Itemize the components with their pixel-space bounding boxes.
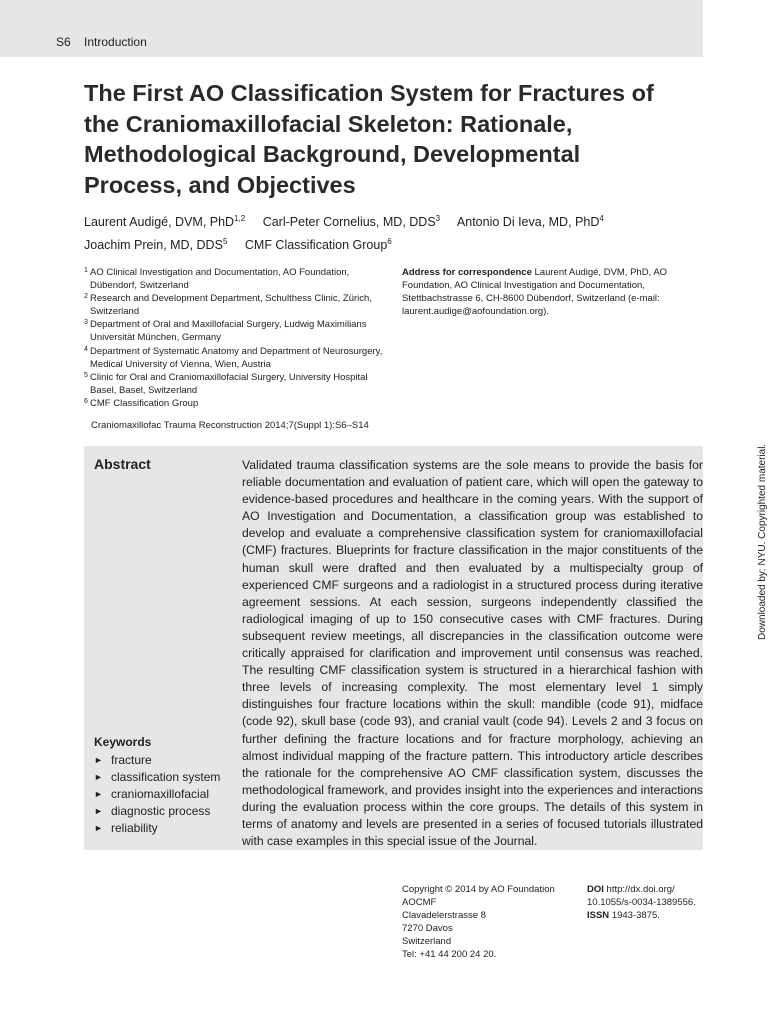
copyright-line: AOCMF xyxy=(402,897,437,908)
journal-citation: Craniomaxillofac Trauma Reconstruction 2014;7(Suppl 1):S6–S14 xyxy=(91,420,369,431)
bullet-arrow-icon: ► xyxy=(94,823,103,834)
doi-link[interactable]: http://dx.doi.org/ 10.1055/s-0034-1389556. xyxy=(587,884,696,908)
abstract-text: Validated trauma classification systems are the sole means to provide the basis for reliable documentation and evaluation of patient care, which will open the gateway to evidence-based procedures and healthcare in the coming years. With the support of AO Investigation and Documentation, a classification group was established to develop and evaluate a comprehensive classification system for craniomaxillofacial (CMF) fractures. Blueprints for fracture classification in the major constituents of the human skull were drafted and then evaluated by a multispecialty group of experienced CMF surgeons and a radiologist in a structured process during iterative agreement sessions. At each session, surgeons independently classified the radiological imaging of up to 150 consecutive cases with CMF fractures. During subsequent review meetings, all discrepancies in the classification outcome were critically appraised for clarification and improvement until consensus was reached. The resulting CMF classification system is structured in a hierarchical fashion with three levels of increasing complexity. The most elementary level 1 simply distinguishes four fracture locations within the skull: mandible (code 91), midface (code 92), skull base (code 93), and cranial vault (code 94). Levels 2 and 3 focus on further defining the fracture locations and for fracture morphology, achieving an almost individual mapping of the fracture pattern. This introductory article describes the rationale for the comprehensive AO CMF classification system, discusses the methodological framework, and provides insight into the experiences and interactions during the evaluation process within the core groups. The details of this system in terms of anatomy and levels are presented in a series of focused tutorials illustrated with case examples in this special issue of the Journal. xyxy=(242,458,703,849)
abstract-panel xyxy=(84,446,703,850)
keywords-heading: Keywords xyxy=(94,735,152,749)
doi-block xyxy=(587,883,707,922)
issn-line: ISSN 1943-3875. xyxy=(587,910,660,921)
correspondence-text: Laurent Audigé, DVM, PhD, AO Foundation, AO Clinical Investigation and Documentation, Stettbachstrasse 6, CH-8600 Dübendorf, Switzerland (e-mail: laurent.audige@aofoundation.org). xyxy=(402,267,668,318)
copyright-line: Switzerland xyxy=(402,936,452,947)
keywords-list xyxy=(94,752,220,837)
author: Carl-Peter Cornelius, MD, DDS$^3$ xyxy=(262,214,441,230)
affiliations xyxy=(84,266,389,410)
keyword-item: ► reliability xyxy=(94,820,220,837)
bullet-arrow-icon: ► xyxy=(94,789,103,800)
copyright-line: 7270 Davos xyxy=(402,923,453,934)
author: CMF Classification Group$^6$ xyxy=(244,237,392,253)
article-title: The First AO Classification System for Fractures of the Craniomaxillofacial Skeleton: Rationale, Methodological Background, Developmental Process, and Objectives xyxy=(84,80,654,198)
copyright-line: Copyright © 2014 by AO Foundation xyxy=(402,884,555,895)
doi-line: DOI http://dx.doi.org/ 10.1055/s-0034-1389556. xyxy=(587,884,696,908)
affiliation-item: 1 AO Clinical Investigation and Documentation, AO Foundation, Dübendorf, Switzerland xyxy=(84,267,350,292)
affiliation-item: 6 CMF Classification Group xyxy=(84,397,199,409)
page-number: S6 xyxy=(56,35,71,49)
running-head xyxy=(56,35,147,49)
affiliation-item: 5 Clinic for Oral and Craniomaxillofacial Surgery, University Hospital Basel, Basel, Switzerland xyxy=(84,371,368,396)
copyright-line: Clavadelerstrasse 8 xyxy=(402,910,486,921)
author: Laurent Audigé, DVM, PhD$^{1,2}$ xyxy=(84,214,246,230)
keyword-item: ► fracture xyxy=(94,752,220,769)
author: Joachim Prein, MD, DDS$^5$ xyxy=(84,237,228,253)
affiliation-item: 4 Department of Systematic Anatomy and Department of Neurosurgery, Medical University of Vienna, Wien, Austria xyxy=(84,345,383,370)
download-watermark: Downloaded by: NYU. Copyrighted material. xyxy=(757,443,768,640)
copyright-line: Tel: +41 44 200 24 20. xyxy=(402,949,497,960)
correspondence-label: Address for correspondence xyxy=(402,267,532,278)
bullet-arrow-icon: ► xyxy=(94,772,103,783)
affiliation-item: 2 Research and Development Department, Schulthess Clinic, Zürich, Switzerland xyxy=(84,293,372,318)
keyword-item: ► diagnostic process xyxy=(94,803,220,820)
keyword-item: ► craniomaxillofacial xyxy=(94,786,220,803)
keyword-item: ► classification system xyxy=(94,769,220,786)
abstract-heading: Abstract xyxy=(94,456,151,472)
author-list xyxy=(84,209,644,255)
affiliation-item: 3 Department of Oral and Maxillofacial Surgery, Ludwig Maximilians Universität München, Germany xyxy=(84,319,367,344)
correspondence-address xyxy=(402,266,692,318)
bullet-arrow-icon: ► xyxy=(94,806,103,817)
section-name: Introduction xyxy=(84,35,147,49)
author: Antonio Di Ieva, MD, PhD$^4$ xyxy=(456,214,604,230)
copyright-block xyxy=(402,883,582,961)
bullet-arrow-icon: ► xyxy=(94,755,103,765)
